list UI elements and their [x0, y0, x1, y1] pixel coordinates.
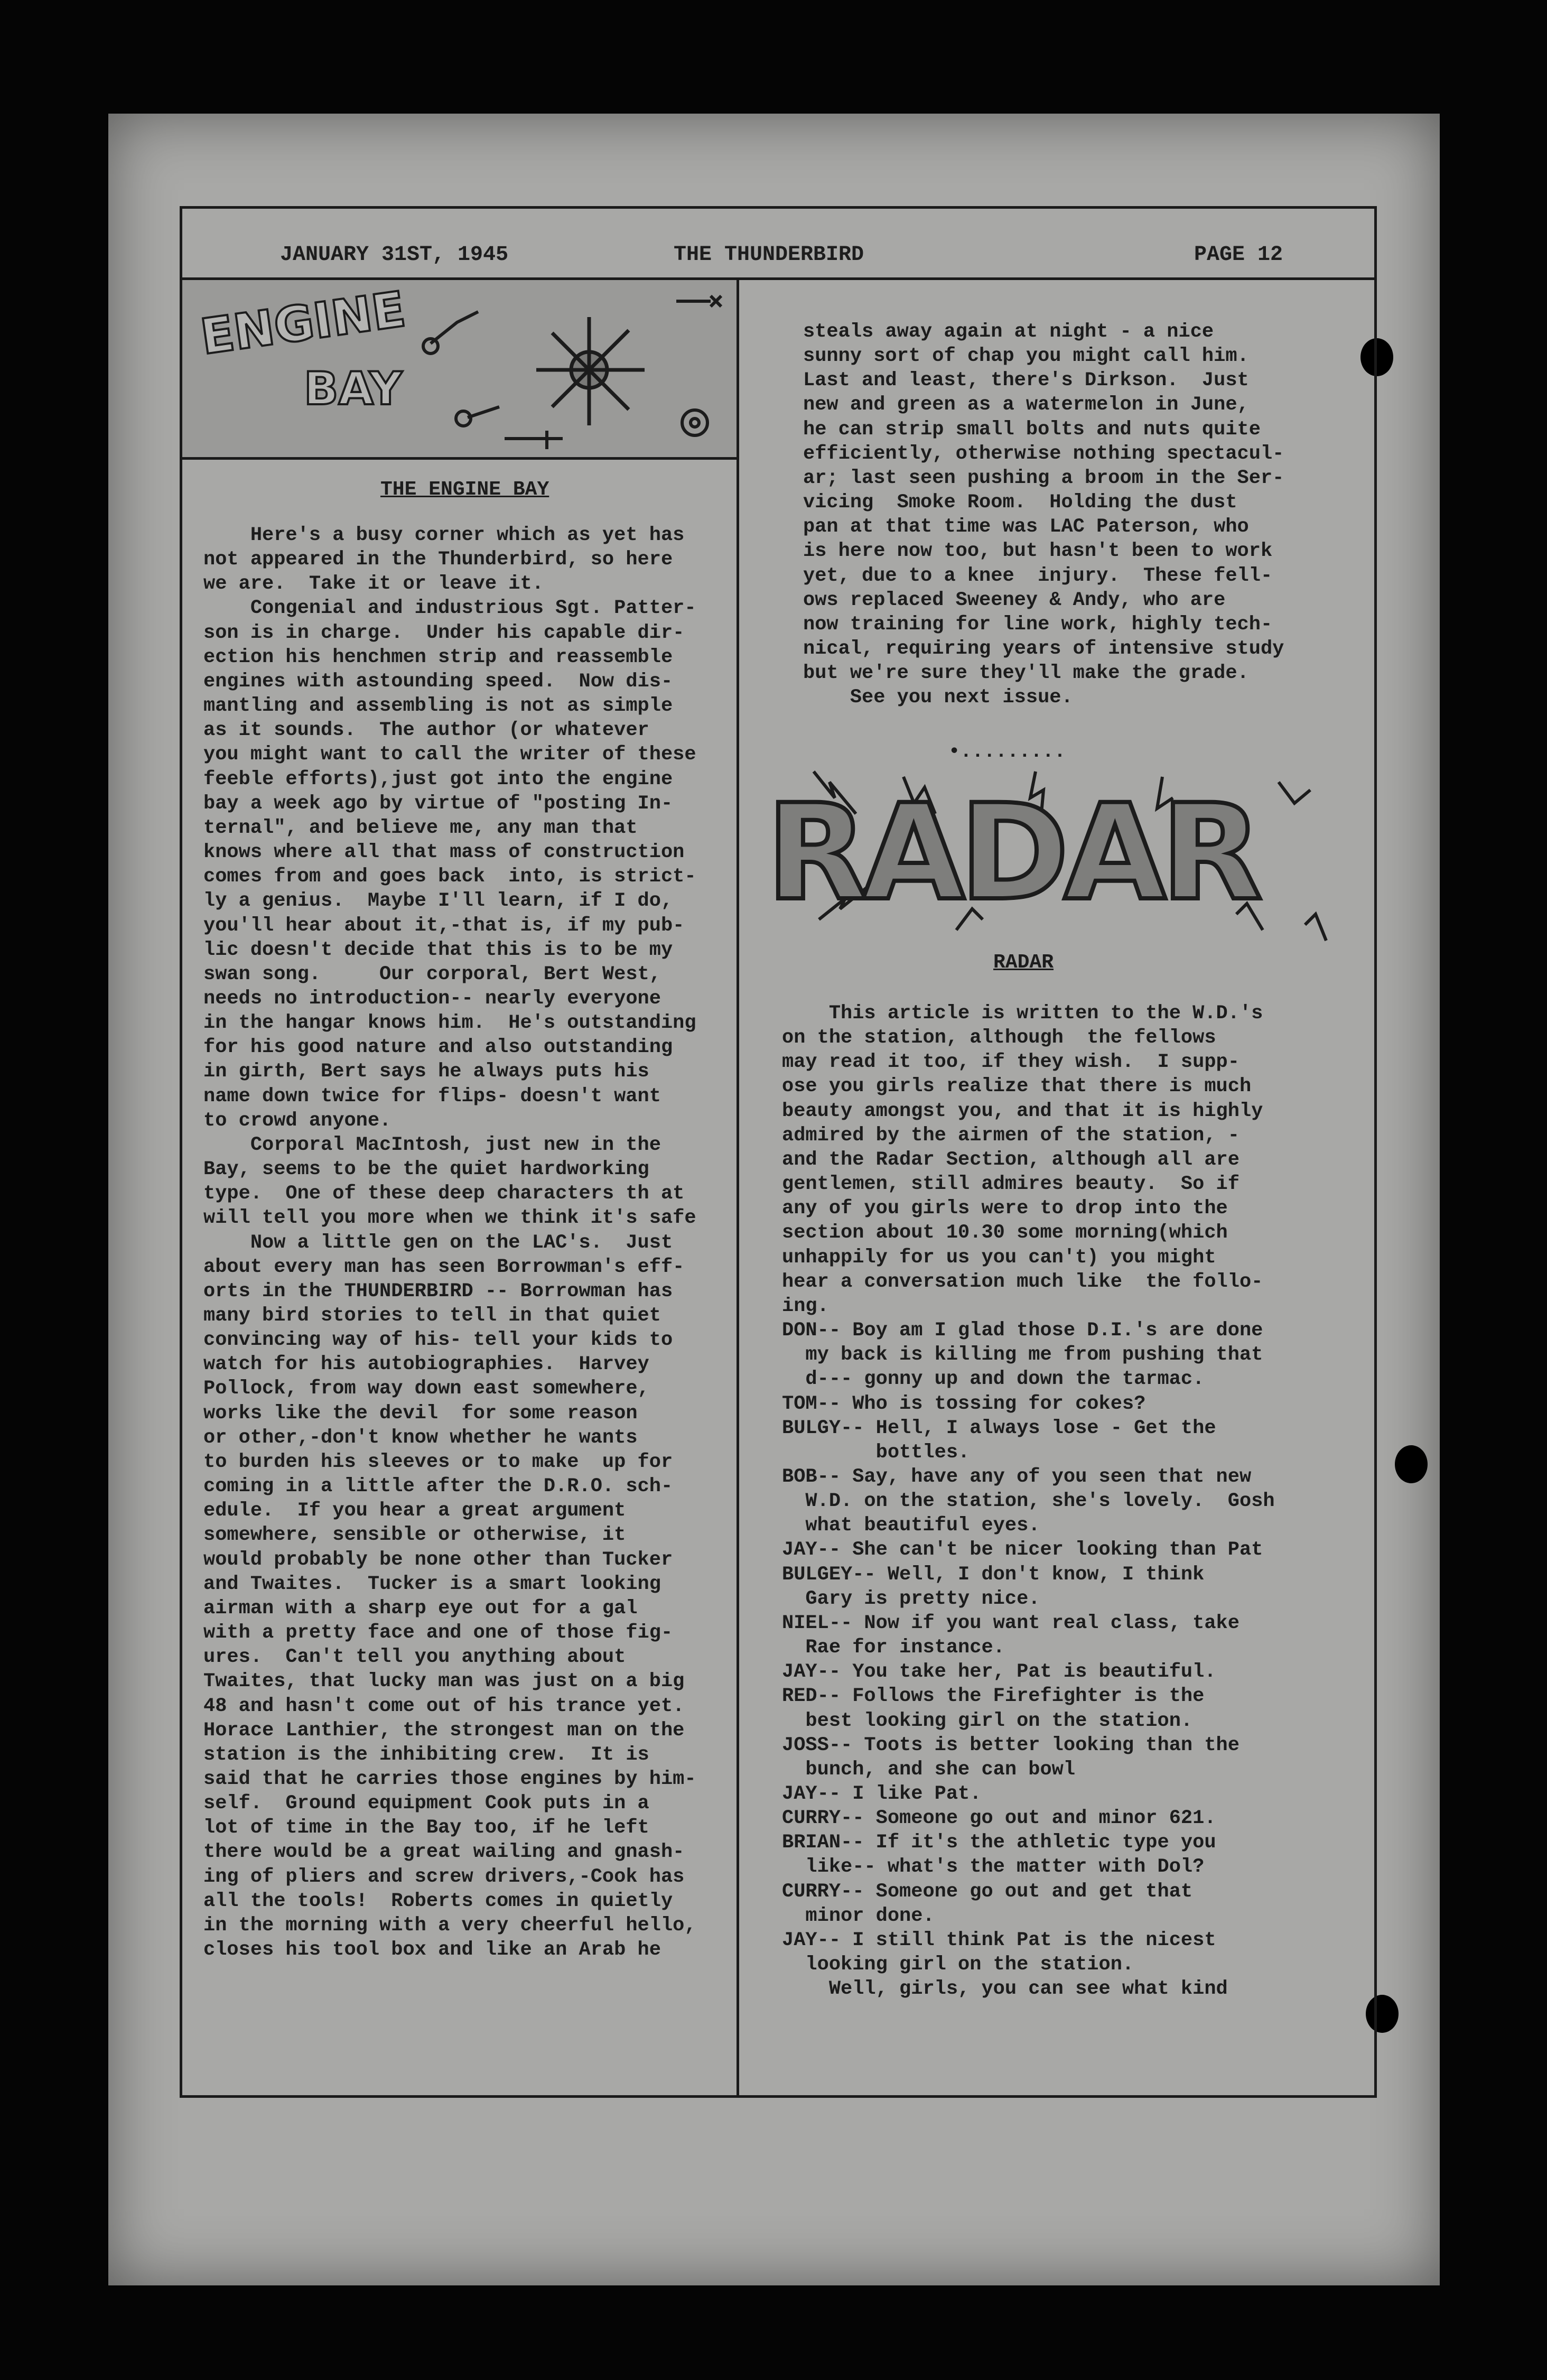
- radar-logo-text: RADAR: [766, 776, 1257, 929]
- page-header: [182, 233, 1374, 275]
- issue-date: JANUARY 31ST, 1945: [280, 243, 509, 267]
- engine-bay-article: Here's a busy corner which as yet has not appeared in the Thunderbird, so here we are. Take it or leave it. Congenial and industrious Sgt. Patter- son is in charge. Under his capable dir- ection his henchmen strip and reassemble engines with astounding speed. Now dis- mantling and assembling is not as simple as it sounds. The author (or whatever you might want to call the writer of these feeble efforts),just got into the engine bay a week ago by virtue of "posting In- ternal", and believe me, any man that knows where all that mass of construction comes from and goes back into, is strict- ly a genius. Maybe I'll learn, if I do, you'll hear about it,-that is, if my pub- lic doesn't decide that this is to be my swan song. Our corporal, Bert West, needs no introduction-- nearly everyone in the hangar knows him. He's outstanding for his good nature and also outstanding in girth, Bert says he always puts his name down twice for flips- doesn't want to crowd anyone. Corporal MacIntosh, just new in the Bay, seems to be the quiet hardworking type. One of these deep characters th at will tell you more when we think it's safe Now a little gen on the LAC's. Just about every man has seen Borrowman's eff- orts in the THUNDERBIRD -- Borrowman has many bird stories to tell in that quiet convincing way of his- tell your kids to watch for his autobiographies. Harvey Pollock, from way down east somewhere, works like the devil for some reason or other,-don't know whether he wants to burden his sleeves or to make up for coming in a little after the D.R.O. sch- edule. If you hear a great argument somewhere, sensible or otherwise, it would probably be none other than Tucker and Twaites. Tucker is a smart looking airman with a sharp eye out for a gal with a pretty face and one of those fig- ures. Can't tell you anything about Twaites, that lucky man was just on a big 48 and hasn't come out of his trance yet. Horace Lanthier, the strongest man on the station is the inhibiting crew. It is said that he carries those engines by him- self. Ground equipment Cook puts in a lot of time in the Bay too, if he left there would be a great wailing and gnash- ing of pliers and screw drivers,-Cook has all the tools! Roberts comes in quietly in the morning with a very cheerful hello, closes his tool box and like an Arab he: [203, 524, 696, 1961]
- publication-title: THE THUNDERBIRD: [674, 243, 864, 267]
- engine-bay-article-continued: steals away again at night - a nice sunny sort of chap you might call him. Last and least, there's Dirkson. Just new and green as a watermelon in June, he can strip small bolts and nuts quite efficiently, otherwise nothing spectacul- ar; last seen pushing a broom in the Ser- vicing Smoke Room. Holding the dust pan at that time was LAC Paterson, who is here now too, but hasn't been to work yet, due to a knee injury. These fell- ows replaced Sweeney & Andy, who are now training for line work, highly tech- nical, requiring years of intensive study but we're sure they'll make the grade. See you next issue.: [803, 321, 1284, 709]
- radar-logo: [756, 740, 1368, 962]
- column-divider: [737, 277, 739, 2098]
- engine-bay-logo-box: [182, 280, 737, 460]
- radar-article: This article is written to the W.D.'s on the station, although the fellows may read it too, if they wish. I supp- ose you girls realize that there is much beauty amongst you, and that it is highly admired by the airmen of the station, - and the Radar Section, although all are gentlemen, still admires beauty. So if any of you girls were to drop into the section about 10.30 some morning(which unhappily for us you can't) you might hear a conversation much like the follo- ing. DON-- Boy am I glad those D.I.'s are done my back is killing me from pushing that d--- gonny up and down the tarmac. TOM-- Who is tossing for cokes? BULGY-- Hell, I always lose - Get the bottles. BOB-- Say, have any of you seen that new W.D. on the station, she's lovely. Gosh what beautiful eyes. JAY-- She can't be nicer looking than Pat BULGEY-- Well, I don't know, I think Gary is pretty nice. NIEL-- Now if you want real class, take Rae for instance. JAY-- You take her, Pat is beautiful. RED-- Follows the Firefighter is the best looking girl on the station. JOSS-- Toots is better looking than the bunch, and she can bowl JAY-- I like Pat. CURRY-- Someone go out and minor 621. BRIAN-- If it's the athletic type you like-- what's the matter with Dol? CURRY-- Someone go out and get that minor done. JAY-- I still think Pat is the nicest looking girl on the station. Well, girls, you can see what kind: [782, 1002, 1275, 2001]
- engine-bay-title: THE ENGINE BAY: [380, 478, 549, 501]
- engine-logo-line1: ENGINE: [197, 281, 409, 366]
- engine-bay-logo: [182, 280, 737, 457]
- page-number: PAGE 12: [1194, 243, 1283, 267]
- engine-logo-line2: BAY: [304, 362, 403, 415]
- article-separator: •.........: [948, 741, 1066, 763]
- radar-title: RADAR: [993, 951, 1054, 974]
- binder-hole-middle: [1395, 1445, 1428, 1483]
